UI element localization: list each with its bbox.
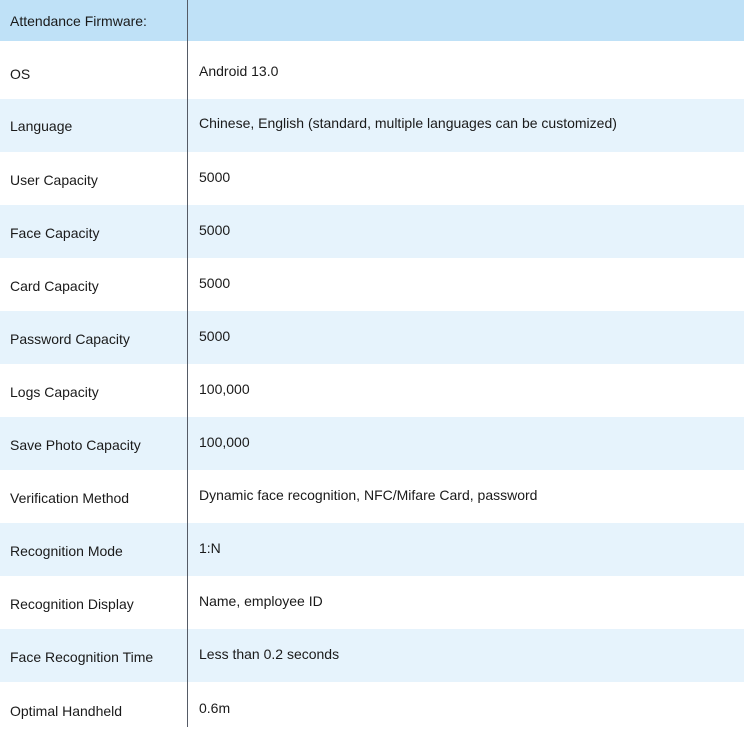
row-value: Dynamic face recognition, NFC/Mifare Card, password [199,487,538,503]
row-label: Save Photo Capacity [10,437,141,453]
row-label: Recognition Display [10,596,134,612]
table-row [0,629,744,682]
row-value: Android 13.0 [199,63,279,79]
row-label: OS [10,66,31,82]
table-row [0,152,744,205]
table-row [0,576,744,629]
table-row [0,311,744,364]
row-value: 1:N [199,540,221,556]
row-value: 5000 [199,328,231,344]
row-value: 100,000 [199,381,250,397]
table-row [0,205,744,258]
table-row [0,258,744,311]
row-label: Logs Capacity [10,384,99,400]
row-value: 0.6m [199,700,231,716]
row-value: 5000 [199,222,231,238]
row-label: Recognition Mode [10,543,123,559]
table-row [0,417,744,470]
row-label: Optimal Handheld [10,703,123,719]
row-label: Card Capacity [10,278,99,294]
row-value: 5000 [199,275,231,291]
row-value: 100,000 [199,434,250,450]
row-label: Face Recognition Time [10,649,154,665]
table-row [0,523,744,576]
row-label: Face Capacity [10,225,100,241]
row-label: Verification Method [10,490,130,506]
table-row [0,364,744,417]
table-row [0,99,744,152]
row-value: Less than 0.2 seconds [199,646,340,662]
table-header-row [0,0,744,41]
table-row [0,41,744,94]
row-value: Name, employee ID [199,593,323,609]
row-label: Password Capacity [10,331,130,347]
header-label: Attendance Firmware: [10,13,147,29]
row-label: User Capacity [10,172,98,188]
row-label: Language [10,118,73,134]
row-value: 5000 [199,169,231,185]
table-row [0,682,744,735]
row-value: Chinese, English (standard, multiple languages can be customized) [199,115,617,131]
table-row [0,470,744,523]
